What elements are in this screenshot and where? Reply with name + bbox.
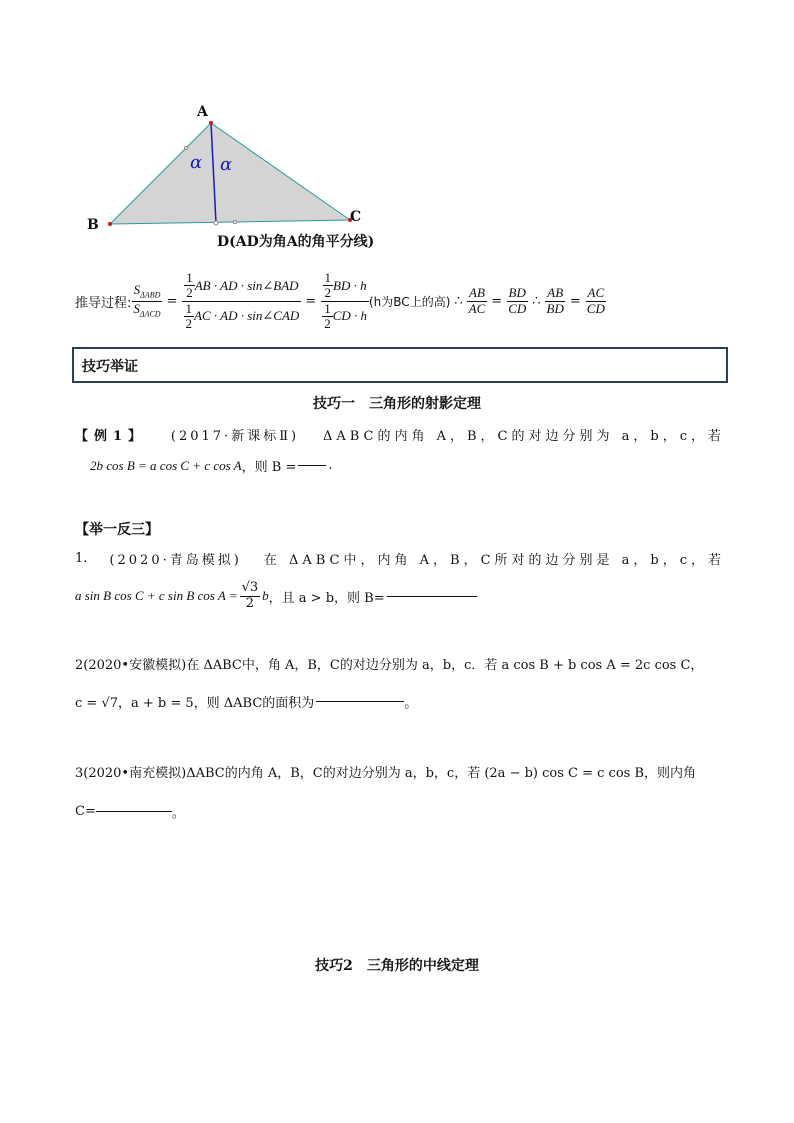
derivation-line: 推导过程: $\frac{S_{\Delta ABD}}{S_{\Delta ACD}}$ = $\frac{1}{2}$ AB · AD · sin∠BAD $\frac{1}{2}$ AC · AD · sin∠CAD = $\frac{1}{2}$ BD · h $\frac{1}{2}$ CD · h (h为BC上的高) ∴ $\frac{AB}{AC}$ = $\frac{BD}{CD}$ ∴ $\frac{AB}{BD}$ = $\frac{AC}{CD}$ — [75, 269, 605, 331]
section2-title: 技巧2 三角形的中线定理 — [315, 958, 479, 974]
example1-source: (2017·新课标Ⅱ) — [170, 429, 300, 444]
label-a: A — [197, 104, 208, 120]
q2-answer-blank[interactable] — [316, 701, 404, 702]
section1-title: 技巧一 三角形的射影定理 — [313, 396, 481, 412]
example1-line2: 2b cos B = a cos C + c cos A ，则 B = . — [90, 457, 333, 475]
example1-text: ΔABC的内角 A，B，C的对边分别为 a，b，c，若 — [322, 429, 725, 444]
practice-title: 【举一反三】 — [75, 522, 159, 538]
area-formula-fraction: $\frac{1}{2}$ AB · AD · sin∠BAD $\frac{1}{2}$ AC · AD · sin∠CAD — [182, 271, 302, 331]
q1-formula: a sin B cos C + c sin B cos A = — [75, 588, 238, 603]
q1-line2: a sin B cos C + c sin B cos A = $\frac{√3}{2}$ b ，且 a > b，则 B= — [75, 578, 477, 614]
q1-answer-blank[interactable] — [387, 596, 477, 597]
box-title: 技巧举证 — [82, 359, 138, 375]
q3-line1: 3(2020•南充模拟)ΔABC的内角 A，B，C的对边分别为 a，b，c，若 (2a − b) cos C = c cos B，则内角 — [75, 766, 697, 781]
ratio-ac-cd: $\frac{AC}{CD}$ — [586, 285, 605, 316]
q1-line1: 1. (2020·青岛模拟) 在 ΔABC中，内角 A，B，C所对的边分别是 a，b，c，若 — [75, 551, 725, 568]
q3-answer-blank[interactable] — [96, 811, 172, 812]
vertex-a — [209, 121, 213, 125]
ratio-ab-ac: $\frac{AB}{AC}$ — [468, 285, 486, 316]
q3-line2: C= 。 — [75, 804, 185, 821]
handle-point — [185, 147, 188, 150]
vertex-b — [108, 222, 112, 226]
example1-answer-blank[interactable] — [298, 465, 326, 466]
example1-formula: 2b cos B = a cos C + c cos A — [90, 457, 242, 473]
derivation-prefix: 推导过程: — [75, 295, 132, 311]
handle-point — [234, 221, 237, 224]
q1-source: (2020·青岛模拟) — [109, 553, 242, 568]
q2-line1: 2(2020•安徽模拟)在 ΔABC中，角 A，B，C的对边分别为 a，b，c．若 a cos B + b cos A = 2c cos C， — [75, 658, 704, 673]
example1-label: 【例1】 — [75, 429, 148, 444]
label-c: C — [350, 209, 362, 225]
angle-alpha-left: α — [190, 152, 203, 173]
label-b: B — [87, 217, 99, 233]
q2-line2: c = √7，a + b = 5，则 ΔABC的面积为 。 — [75, 696, 418, 711]
figure-caption: D(AD为角A的角平分线) — [217, 234, 375, 250]
area-ratio: $\frac{S_{\Delta ABD}}{S_{\Delta ACD}}$ — [133, 282, 161, 319]
q1-sqrt-fraction: $\frac{√3}{2}$ — [241, 580, 259, 611]
example1-line1 — [75, 425, 725, 444]
ratio-bd-cd: $\frac{BD}{CD}$ — [508, 285, 527, 316]
height-formula-fraction: $\frac{1}{2}$ BD · h $\frac{1}{2}$ CD · h — [320, 271, 369, 331]
height-note: (h为BC上的高) — [369, 294, 451, 309]
triangle-figure — [80, 100, 400, 250]
q1-text: 在 ΔABC中，内角 A，B，C所对的边分别是 a，b，c，若 — [263, 553, 725, 568]
section-box — [72, 347, 728, 383]
ratio-ab-bd: $\frac{AB}{BD}$ — [546, 285, 564, 316]
point-d — [214, 221, 218, 225]
angle-alpha-right: α — [220, 154, 233, 175]
